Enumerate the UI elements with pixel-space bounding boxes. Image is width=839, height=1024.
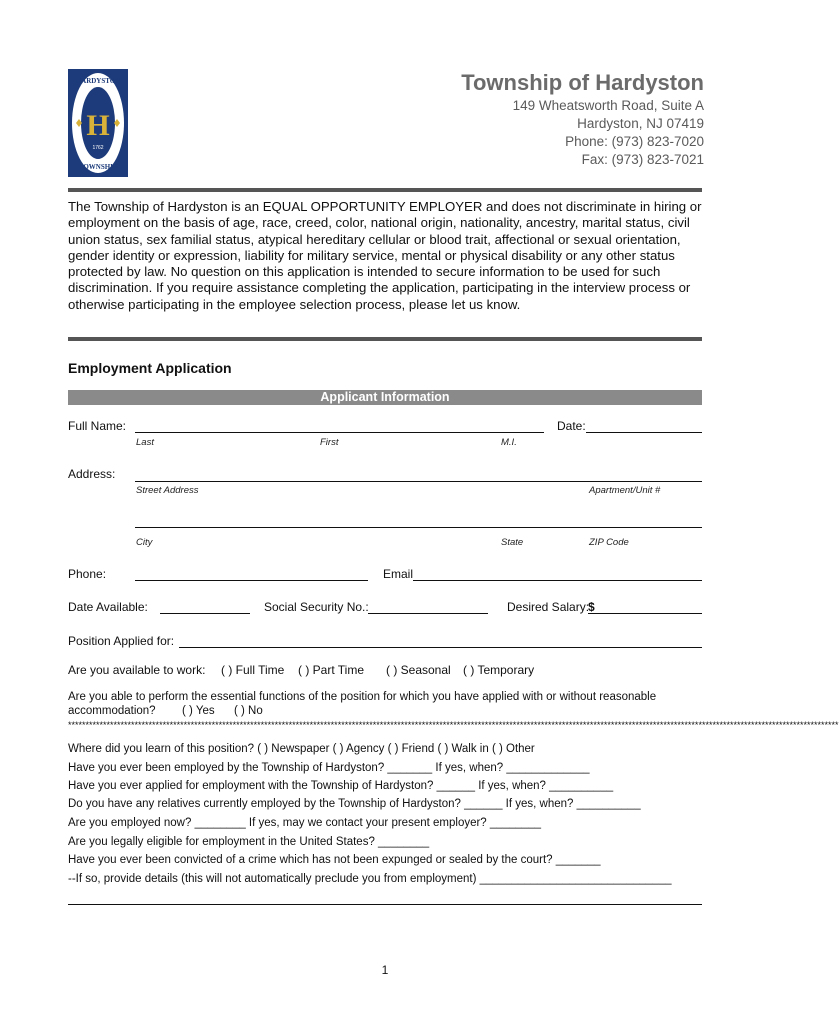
employed-now-question[interactable]: Are you employed now? ________ If yes, may we contact your present employer? ________ (68, 817, 542, 829)
option-seasonal[interactable]: ( ) Seasonal (386, 663, 451, 677)
fax-number: Fax: (973) 823-7021 (581, 152, 704, 167)
full-name-label: Full Name: (68, 419, 127, 433)
position-label: Position Applied for: (68, 634, 175, 648)
applied-before-question[interactable]: Have you ever applied for employment with the Township of Hardyston? ______ If yes, when? __________ (68, 780, 614, 792)
phone-field[interactable] (135, 580, 368, 581)
availability-question: Are you available to work: (68, 663, 206, 677)
email-field[interactable] (413, 580, 702, 581)
essential-yes-option[interactable]: ( ) Yes (182, 705, 215, 717)
eeo-statement: The Township of Hardyston is an EQUAL OPPORTUNITY EMPLOYER and does not discriminate in hiring or employment on the basis of age, race, creed, color, national origin, nationality, ancestry, marital status, civil union status, sex familial status, atypical hereditary cellular or blood trait, affectional or sexual orientation, gender identity or expression, liability for military service, mental or physical disability or any other status protected by law. No question on this application is intended to secure information to be used for such discrimination. If you require assistance completing the application, participating in the interview process or otherwise participating in the employee selection process, please let us know. (68, 199, 702, 312)
name-sub-mi: M.I. (501, 437, 517, 448)
asterisk-separator: **************************************************************************************************************************************************************************************************************************** (68, 720, 839, 730)
name-sub-first: First (320, 437, 339, 448)
date-available-label: Date Available: (68, 600, 148, 614)
salary-label: Desired Salary: (507, 600, 590, 614)
address-sub-state: State (501, 537, 524, 548)
essential-functions-question-line2: accommodation? (68, 705, 156, 717)
essential-no-option[interactable]: ( ) No (234, 705, 263, 717)
convicted-question[interactable]: Have you ever been convicted of a crime which has not been expunged or sealed by the court? _______ (68, 854, 601, 866)
phone-label: Phone: (68, 567, 107, 581)
intro-divider (68, 337, 702, 341)
seal-ring-text-bottom: TOWNSHIP (78, 163, 118, 171)
name-sub-last: Last (136, 437, 154, 448)
conviction-details-field[interactable] (68, 904, 702, 905)
date-label: Date: (557, 419, 586, 433)
ssn-label: Social Security No.: (264, 600, 369, 614)
section-bar-applicant-info: Applicant Information (68, 390, 702, 405)
seal-year: 1762 (92, 145, 104, 151)
email-label: Email (383, 567, 414, 581)
address-sub-zip: ZIP Code (589, 537, 629, 548)
address-line2: Hardyston, NJ 07419 (577, 116, 704, 131)
option-temporary[interactable]: ( ) Temporary (463, 663, 535, 677)
essential-functions-question-line1: Are you able to perform the essential functions of the position for which you have applied with or without reasonable (68, 691, 657, 703)
form-heading: Employment Application (68, 360, 232, 376)
address-sub-street: Street Address (136, 485, 199, 496)
salary-prefix: $ (588, 600, 595, 614)
full-name-field[interactable] (135, 432, 544, 433)
address-sub-city: City (136, 537, 153, 548)
township-seal-logo (68, 69, 128, 177)
address-label: Address: (68, 467, 116, 481)
salary-field[interactable] (588, 613, 702, 614)
seal-ring-text-top: HARDYSTON (75, 77, 121, 85)
learn-of-position-question[interactable]: Where did you learn of this position? ( ) Newspaper ( ) Agency ( ) Friend ( ) Walk in ( ) Other (68, 743, 535, 755)
date-available-field[interactable] (160, 613, 250, 614)
street-address-field[interactable] (135, 481, 702, 482)
page-number: 1 (381, 963, 389, 977)
option-full-time[interactable]: ( ) Full Time (221, 663, 285, 677)
phone-number: Phone: (973) 823-7020 (565, 134, 704, 149)
ssn-field[interactable] (368, 613, 488, 614)
legally-eligible-question[interactable]: Are you legally eligible for employment in the United States? ________ (68, 836, 430, 848)
seal-center-letter: H (86, 109, 110, 142)
address-sub-apt: Apartment/Unit # (589, 485, 661, 496)
relatives-question[interactable]: Do you have any relatives currently employed by the Township of Hardyston? ______ If yes, when? __________ (68, 798, 641, 810)
conviction-details-question[interactable]: --If so, provide details (this will not automatically preclude you from employment) ______________________________ (68, 873, 672, 885)
employed-before-question[interactable]: Have you ever been employed by the Township of Hardyston? _______ If yes, when? _____________ (68, 762, 590, 774)
position-field[interactable] (179, 647, 702, 648)
org-name: Township of Hardyston (461, 70, 704, 95)
header-divider (68, 188, 702, 192)
option-part-time[interactable]: ( ) Part Time (298, 663, 365, 677)
date-field[interactable] (586, 432, 702, 433)
city-state-zip-field[interactable] (135, 527, 702, 528)
address-line1: 149 Wheatsworth Road, Suite A (512, 98, 704, 113)
